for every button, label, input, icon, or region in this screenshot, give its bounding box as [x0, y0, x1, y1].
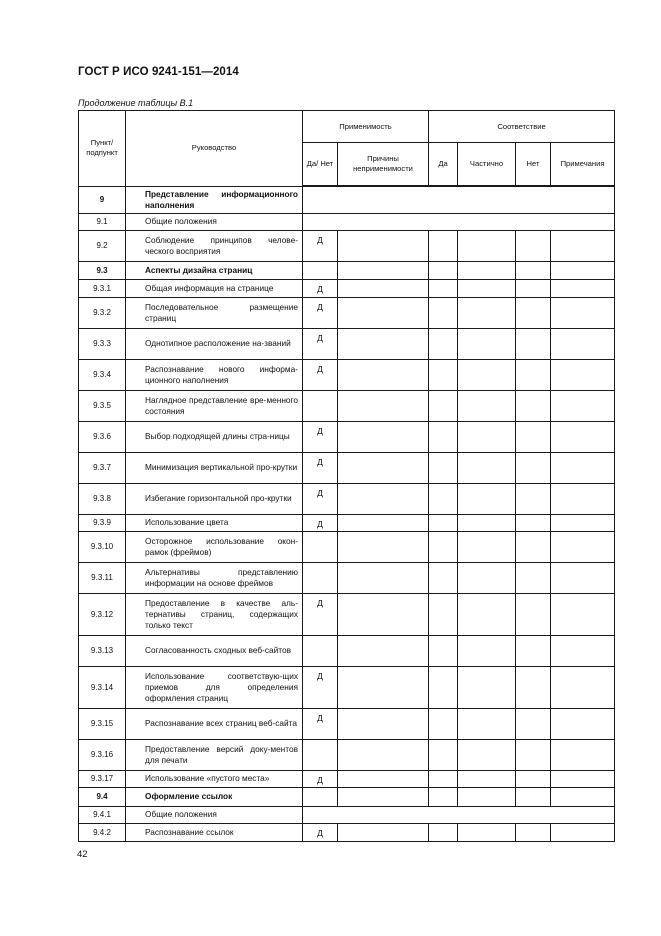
row-reasons: [338, 531, 429, 562]
row-conf-no: [516, 328, 551, 359]
row-conf-yes: [429, 421, 458, 452]
row-guidance: Минимизация вертикальной про-крутки: [126, 452, 303, 483]
table-caption: Продолжение таблицы В.1: [78, 98, 194, 108]
row-guidance: Соблюдение принципов челове-ческого восприятия: [126, 230, 303, 261]
row-reasons: [338, 230, 429, 261]
row-reasons: [338, 261, 429, 279]
row-reasons: [338, 390, 429, 421]
table-row: [79, 635, 615, 666]
row-conf-no: [516, 514, 551, 531]
table-row: [79, 770, 615, 787]
header-partly: Частично: [458, 143, 516, 187]
row-reasons: [338, 452, 429, 483]
header-point: Пункт/ подпункт: [79, 111, 126, 187]
row-reasons: [338, 359, 429, 390]
row-guidance: Распознавание всех страниц веб-сайта: [126, 708, 303, 739]
row-notes: [551, 328, 615, 359]
page-number: 42: [77, 849, 88, 860]
row-yes-no: Д: [303, 359, 338, 390]
row-guidance: Представление информационного наполнения: [126, 186, 303, 213]
row-guidance: Общие положения: [126, 213, 303, 230]
row-yes-no: Д: [303, 452, 338, 483]
row-number: 9.3.6: [79, 421, 126, 452]
row-notes: [551, 261, 615, 279]
table-row: [79, 213, 615, 230]
row-conf-no: [516, 483, 551, 514]
table-row: [79, 739, 615, 770]
row-conf-partly: [458, 483, 516, 514]
table-body: [79, 186, 615, 841]
row-notes: [551, 359, 615, 390]
row-conf-partly: [458, 787, 516, 806]
row-conf-yes: [429, 531, 458, 562]
row-guidance: Предоставление в качестве аль-тернативы страниц, содержащих только текст: [126, 593, 303, 635]
row-guidance: Осторожное использование окон-рамок (фреймов): [126, 531, 303, 562]
row-reasons: [338, 635, 429, 666]
row-reasons: [338, 514, 429, 531]
row-guidance: Использование соответствую-щих приемов для определения оформления страниц: [126, 666, 303, 708]
table-row: [79, 230, 615, 261]
row-conf-partly: [458, 390, 516, 421]
row-number: 9.3.4: [79, 359, 126, 390]
row-conf-no: [516, 823, 551, 841]
row-notes: [551, 483, 615, 514]
row-yes-no: [303, 787, 338, 806]
row-conf-partly: [458, 739, 516, 770]
row-reasons: [338, 421, 429, 452]
row-number: 9.3.9: [79, 514, 126, 531]
row-conf-yes: [429, 593, 458, 635]
table-row: [79, 708, 615, 739]
header-yes-no: Да/ Нет: [303, 143, 338, 187]
table-row: [79, 787, 615, 806]
row-conf-yes: [429, 562, 458, 593]
row-guidance: Распознавание ссылок: [126, 823, 303, 841]
row-conf-no: [516, 593, 551, 635]
row-conf-no: [516, 230, 551, 261]
row-yes-no: Д: [303, 593, 338, 635]
row-conf-yes: [429, 483, 458, 514]
row-guidance: Предоставление версий доку-ментов для печати: [126, 739, 303, 770]
table-row: [79, 666, 615, 708]
row-yes-no: Д: [303, 823, 338, 841]
row-yes-no: Д: [303, 297, 338, 328]
row-conf-no: [516, 635, 551, 666]
row-guidance: Распознавание нового информа-ционного наполнения: [126, 359, 303, 390]
row-reasons: [338, 770, 429, 787]
row-conf-yes: [429, 666, 458, 708]
table-row: [79, 390, 615, 421]
row-conf-yes: [429, 739, 458, 770]
row-number: 9.3.7: [79, 452, 126, 483]
row-guidance: Однотипное расположение на-званий: [126, 328, 303, 359]
row-conf-yes: [429, 261, 458, 279]
table-row: [79, 514, 615, 531]
row-notes: [551, 708, 615, 739]
row-guidance: Общие положения: [126, 806, 303, 823]
row-merged-cell: [303, 186, 615, 213]
table-row: [79, 806, 615, 823]
row-yes-no: [303, 261, 338, 279]
row-number: 9.3.15: [79, 708, 126, 739]
row-notes: [551, 593, 615, 635]
row-conf-partly: [458, 666, 516, 708]
row-conf-no: [516, 297, 551, 328]
row-notes: [551, 739, 615, 770]
row-guidance: Оформление ссылок: [126, 787, 303, 806]
row-notes: [551, 297, 615, 328]
header-conformance: Соответствие: [429, 111, 615, 143]
row-conf-partly: [458, 297, 516, 328]
row-conf-no: [516, 787, 551, 806]
row-number: 9.3.8: [79, 483, 126, 514]
row-number: 9.4.1: [79, 806, 126, 823]
document-title: ГОСТ Р ИСО 9241-151—2014: [78, 66, 239, 78]
row-conf-yes: [429, 230, 458, 261]
table-row: [79, 359, 615, 390]
row-conf-partly: [458, 328, 516, 359]
row-number: 9: [79, 186, 126, 213]
row-yes-no: Д: [303, 230, 338, 261]
row-conf-yes: [429, 328, 458, 359]
row-number: 9.3.14: [79, 666, 126, 708]
row-conf-yes: [429, 452, 458, 483]
row-conf-yes: [429, 390, 458, 421]
row-merged-cell: [303, 806, 615, 823]
row-merged-cell: [303, 213, 615, 230]
row-reasons: [338, 297, 429, 328]
row-guidance: Согласованность сходных веб-сайтов: [126, 635, 303, 666]
row-notes: [551, 514, 615, 531]
compliance-table: [78, 110, 615, 842]
row-conf-partly: [458, 421, 516, 452]
row-yes-no: Д: [303, 708, 338, 739]
row-notes: [551, 666, 615, 708]
row-conf-partly: [458, 635, 516, 666]
row-number: 9.3.13: [79, 635, 126, 666]
row-conf-partly: [458, 514, 516, 531]
row-conf-yes: [429, 359, 458, 390]
row-guidance: Последовательное размещение страниц: [126, 297, 303, 328]
row-conf-no: [516, 359, 551, 390]
table-row: [79, 297, 615, 328]
row-yes-no: [303, 739, 338, 770]
row-yes-no: Д: [303, 770, 338, 787]
row-conf-no: [516, 739, 551, 770]
row-notes: [551, 531, 615, 562]
row-notes: [551, 562, 615, 593]
row-yes-no: [303, 531, 338, 562]
row-guidance: Общая информация на странице: [126, 279, 303, 297]
row-conf-partly: [458, 593, 516, 635]
row-conf-no: [516, 390, 551, 421]
row-reasons: [338, 483, 429, 514]
row-number: 9.2: [79, 230, 126, 261]
table-row: [79, 328, 615, 359]
row-conf-partly: [458, 708, 516, 739]
row-reasons: [338, 739, 429, 770]
row-notes: [551, 635, 615, 666]
table-row: [79, 279, 615, 297]
row-guidance: Аспекты дизайна страниц: [126, 261, 303, 279]
row-reasons: [338, 328, 429, 359]
row-notes: [551, 823, 615, 841]
row-number: 9.4.2: [79, 823, 126, 841]
row-number: 9.3.16: [79, 739, 126, 770]
table-row: [79, 531, 615, 562]
row-conf-partly: [458, 230, 516, 261]
row-conf-no: [516, 421, 551, 452]
row-yes-no: [303, 562, 338, 593]
row-reasons: [338, 279, 429, 297]
table-row: [79, 452, 615, 483]
row-yes-no: [303, 390, 338, 421]
row-conf-partly: [458, 562, 516, 593]
row-yes-no: Д: [303, 421, 338, 452]
row-conf-no: [516, 452, 551, 483]
row-conf-no: [516, 261, 551, 279]
table-row: [79, 261, 615, 279]
row-yes-no: Д: [303, 279, 338, 297]
row-conf-no: [516, 770, 551, 787]
table-row: [79, 823, 615, 841]
row-notes: [551, 279, 615, 297]
row-number: 9.4: [79, 787, 126, 806]
row-notes: [551, 770, 615, 787]
row-guidance: Выбор подходящей длины стра-ницы: [126, 421, 303, 452]
row-guidance: Избегание горизонтальной про-крутки: [126, 483, 303, 514]
row-notes: [551, 421, 615, 452]
row-number: 9.3.3: [79, 328, 126, 359]
row-number: 9.3.12: [79, 593, 126, 635]
table-row: [79, 483, 615, 514]
header-applicability: Применимость: [303, 111, 429, 143]
row-conf-no: [516, 531, 551, 562]
row-conf-no: [516, 666, 551, 708]
row-notes: [551, 787, 615, 806]
row-conf-yes: [429, 514, 458, 531]
row-conf-partly: [458, 823, 516, 841]
row-conf-no: [516, 279, 551, 297]
row-notes: [551, 452, 615, 483]
header-notes: Примечания: [551, 143, 615, 187]
row-number: 9.3.17: [79, 770, 126, 787]
header-guidance: Руководство: [126, 111, 303, 187]
header-no: Нет: [516, 143, 551, 187]
row-conf-no: [516, 708, 551, 739]
row-yes-no: Д: [303, 328, 338, 359]
row-number: 9.1: [79, 213, 126, 230]
row-number: 9.3.10: [79, 531, 126, 562]
row-conf-yes: [429, 279, 458, 297]
row-conf-partly: [458, 770, 516, 787]
row-conf-yes: [429, 823, 458, 841]
row-conf-yes: [429, 708, 458, 739]
table-row: [79, 421, 615, 452]
row-yes-no: Д: [303, 514, 338, 531]
row-yes-no: Д: [303, 483, 338, 514]
row-conf-yes: [429, 297, 458, 328]
header-reasons: Причины неприменимости: [338, 143, 429, 187]
row-conf-no: [516, 562, 551, 593]
row-notes: [551, 390, 615, 421]
table-row: [79, 562, 615, 593]
row-conf-partly: [458, 279, 516, 297]
table-row: [79, 186, 615, 213]
row-guidance: Использование «пустого места»: [126, 770, 303, 787]
row-reasons: [338, 708, 429, 739]
header-yes: Да: [429, 143, 458, 187]
row-notes: [551, 230, 615, 261]
row-conf-partly: [458, 261, 516, 279]
row-guidance: Альтернативы представлению информации на основе фреймов: [126, 562, 303, 593]
row-yes-no: [303, 635, 338, 666]
row-number: 9.3: [79, 261, 126, 279]
row-reasons: [338, 787, 429, 806]
row-number: 9.3.5: [79, 390, 126, 421]
row-number: 9.3.1: [79, 279, 126, 297]
row-number: 9.3.11: [79, 562, 126, 593]
row-conf-partly: [458, 452, 516, 483]
table-row: [79, 593, 615, 635]
row-conf-yes: [429, 787, 458, 806]
row-number: 9.3.2: [79, 297, 126, 328]
row-yes-no: Д: [303, 666, 338, 708]
row-reasons: [338, 666, 429, 708]
row-conf-partly: [458, 531, 516, 562]
row-conf-yes: [429, 635, 458, 666]
row-conf-yes: [429, 770, 458, 787]
row-reasons: [338, 593, 429, 635]
row-reasons: [338, 562, 429, 593]
row-reasons: [338, 823, 429, 841]
row-conf-partly: [458, 359, 516, 390]
row-guidance: Наглядное представление вре-менного состояния: [126, 390, 303, 421]
row-guidance: Использование цвета: [126, 514, 303, 531]
